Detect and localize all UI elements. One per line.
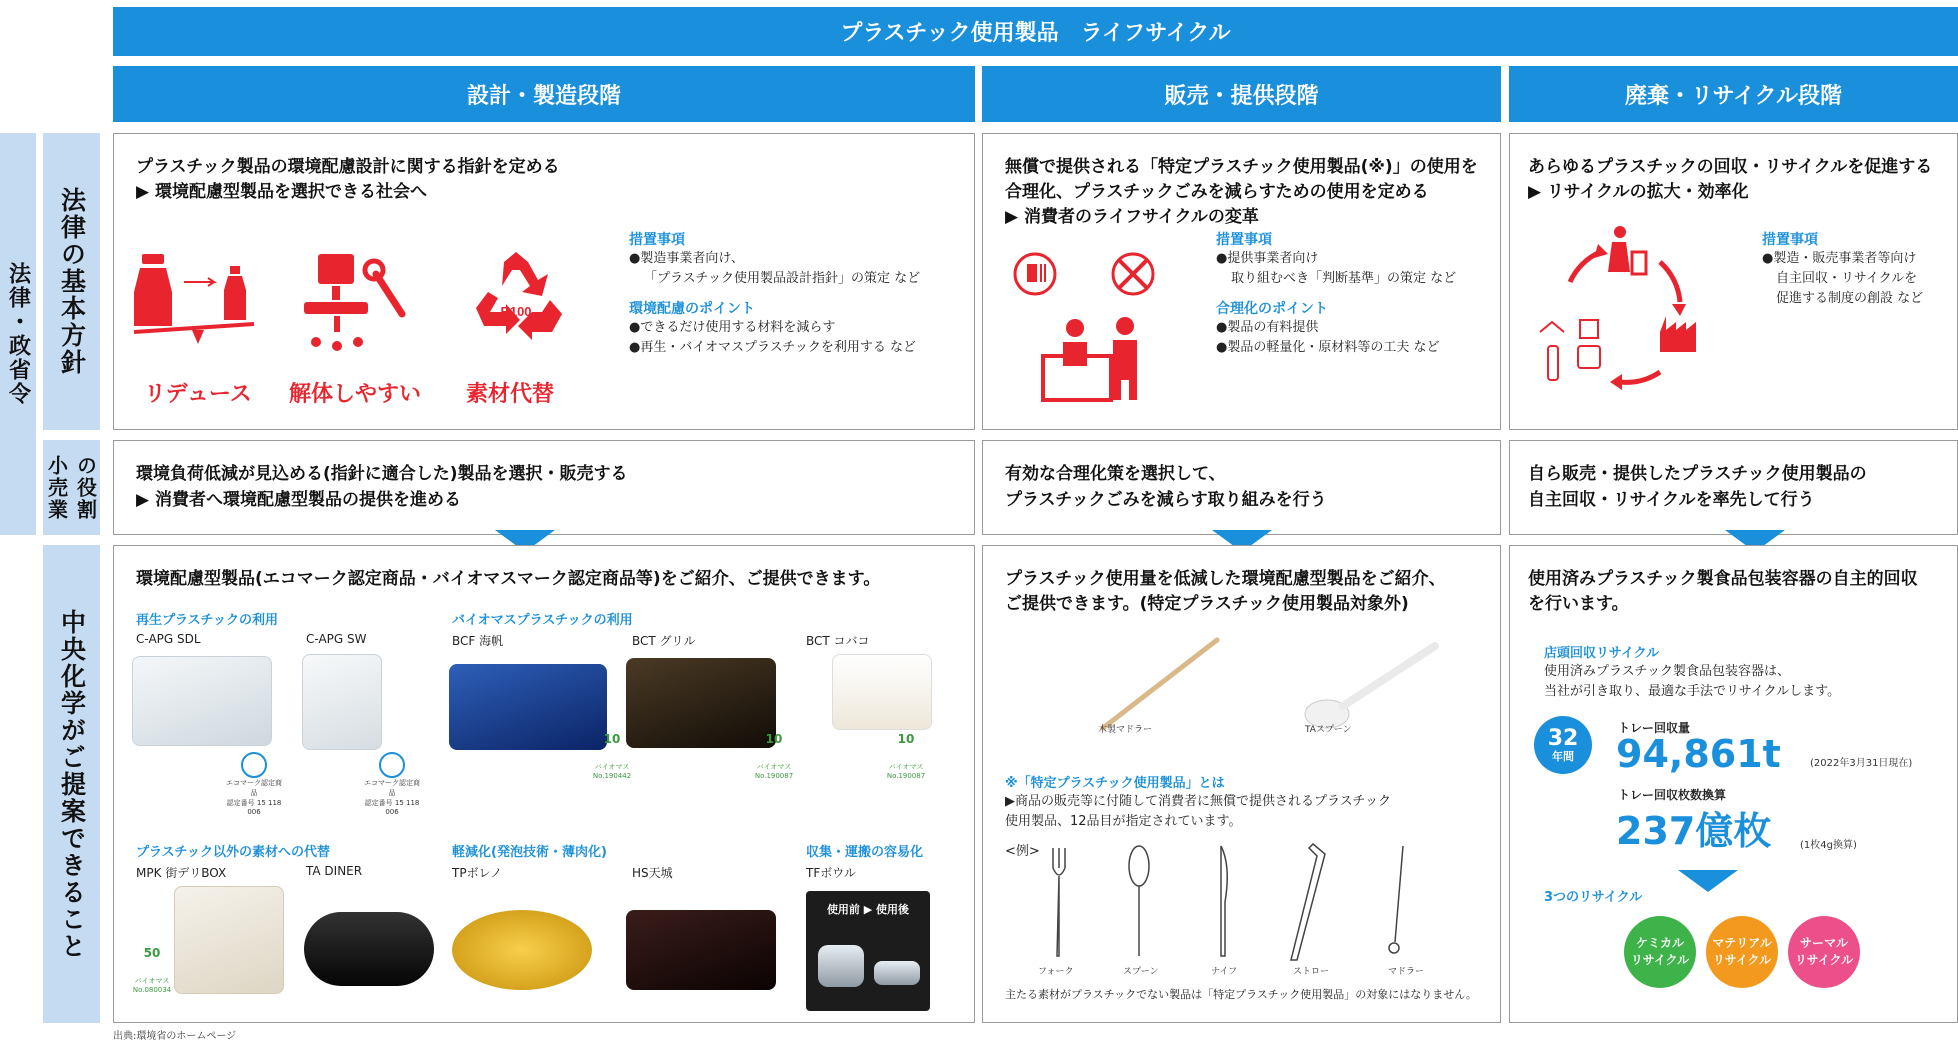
design-retail-panel (113, 440, 975, 535)
product-label: 木製マドラー (1098, 725, 1153, 735)
muddler-icon (1389, 846, 1403, 953)
retail-role-label: 小売業 の役割 (43, 440, 100, 535)
source-note: 出典:環境省のホームページ (113, 1031, 237, 1042)
chemical-recycle-circle: ケミカル リサイクル (1624, 916, 1696, 988)
reduce-label: リデュース (144, 382, 252, 407)
sales-title-1: 無償で提供される「特定プラスチック使用製品(※)」の使用を (1005, 157, 1478, 177)
years-badge: 32 年間 (1534, 716, 1592, 774)
cat-biomass: バイオマスプラスチックの利用 (452, 613, 633, 628)
law-label: 法律・政省令 (0, 133, 36, 535)
sales-measures-head: 措置事項 (1216, 232, 1272, 248)
sales-points-head: 合理化のポイント (1216, 301, 1328, 317)
recycle-measures-head: 措置事項 (1762, 232, 1818, 248)
ecomark-icon (241, 752, 267, 778)
product-label: MPK 街デリBOX (136, 866, 227, 880)
design-measure-2: 「プラスチック使用製品設計指針」の策定 など (644, 271, 921, 286)
note-line-1: ▶商品の販売等に付随して消費者に無償で提供されるプラスチック (1005, 794, 1391, 809)
sales-measure-2: 取り組むべき「判断基準」の策定 など (1231, 271, 1457, 286)
product-image-capg-sw (302, 654, 382, 750)
cat-alt-material: プラスチック以外の素材への代替 (136, 845, 330, 860)
recycle-measure-1: ●製造・販売事業者等向け (1762, 251, 1917, 266)
biomass-leaf-icon: 10 (765, 732, 783, 746)
design-retail-2: ▶ 消費者へ環境配慮型製品の提供を進める (136, 490, 461, 510)
bowl-after (874, 961, 920, 985)
header-title: プラスチック使用製品 ライフサイクル (113, 7, 1958, 56)
material-recycle-circle: マテリアル リサイクル (1706, 916, 1778, 988)
count-note: (1枚4g換算) (1800, 840, 1857, 851)
biomass-mark-1: 10 バイオマス No.190442 (592, 732, 632, 780)
spoon-icon (1129, 846, 1149, 956)
design-measure-1: ●製造事業者向け、 (629, 251, 744, 266)
note-line-2: 使用製品、12品目が指定されています。 (1005, 814, 1242, 829)
example-label: <例> (1005, 844, 1040, 859)
thermal-recycle-circle: サーマル リサイクル (1788, 916, 1860, 988)
recycle-proposal-panel (1509, 545, 1958, 1023)
product-label: TA DINER (306, 864, 363, 878)
product-image-tf-bowl (806, 891, 930, 1011)
ta-spoon-image (1303, 636, 1443, 736)
stage-design: 設計・製造段階 (113, 66, 975, 122)
recycle-title-1: あらゆるプラスチックの回収・リサイクルを促進する (1528, 157, 1933, 177)
sales-retail-2: プラスチックごみを減らす取り組みを行う (1005, 490, 1327, 510)
store-collect-head: 店頭回収リサイクル (1544, 646, 1660, 661)
bowl-before (818, 945, 864, 987)
product-image-ta-diner (304, 912, 434, 986)
down-arrow-three (1678, 870, 1738, 892)
tray-note: (2022年3月31日現在) (1810, 758, 1913, 769)
note-head: ※「特定プラスチック使用製品」とは (1005, 776, 1225, 791)
chuo-label: 中央化学がご提案できること (43, 545, 100, 1023)
count-value: 237億枚 (1616, 809, 1772, 853)
sales-proposal-panel (982, 545, 1501, 1023)
design-title-2: ▶ 環境配慮型製品を選択できる社会へ (136, 182, 427, 202)
store-collect-1: 使用済みプラスチック製食品包装容器は、 (1544, 664, 1790, 679)
product-image-bct-kobako (832, 654, 932, 730)
product-label: TPボレノ (452, 866, 503, 880)
product-image-tp-boreno (452, 910, 592, 990)
product-label: HS天城 (632, 866, 673, 880)
sales-title-3: ▶ 消費者のライフサイクルの変革 (1005, 207, 1259, 227)
tray-label: トレー回収量 (1618, 721, 1691, 735)
recycle-retail-panel (1509, 440, 1958, 535)
recycle-icon (466, 252, 566, 352)
tray-value: 94,861t (1616, 732, 1781, 776)
example-item: フォーク (1038, 967, 1074, 977)
design-measures-head: 措置事項 (629, 232, 685, 248)
ecomark-2: エコマーク認定商品 認定番号 15 118 006 (364, 752, 420, 816)
product-image-capg-sdl (132, 656, 272, 746)
footnote: 主たる素材がプラスチックでない製品は「特定プラスチック使用製品」の対象にはなりません。 (1005, 988, 1477, 1001)
basic-policy-label: 法律の基本方針 (43, 133, 100, 430)
example-item: ストロー (1293, 967, 1330, 977)
sales-proposal-title-2: ご提供できます。(特定プラスチック使用製品対象外) (1005, 594, 1409, 614)
recycle-retail-2: 自主回収・リサイクルを率先して行う (1528, 490, 1815, 510)
design-title-1: プラスチック製品の環境配慮設計に関する指針を定める (136, 157, 560, 177)
biomass-leaf-icon: 10 (603, 732, 621, 746)
before-after-label: 使用前 ▶ 使用後 (826, 903, 910, 916)
product-label: BCT グリル (632, 634, 696, 648)
biomass-mark-3: 10 バイオマス No.190087 (886, 732, 926, 780)
count-label: トレー回収枚数換算 (1618, 788, 1727, 802)
design-point-1: ●できるだけ使用する材料を減らす (629, 320, 836, 335)
recycle-proposal-title-1: 使用済みプラスチック製食品包装容器の自主的回収 (1528, 569, 1918, 589)
product-label: BCT コバコ (806, 634, 870, 648)
recycle-policy-panel (1509, 133, 1958, 430)
knife-icon (1221, 846, 1227, 956)
counter-service-icon (1013, 252, 1173, 402)
sales-retail-panel (982, 440, 1501, 535)
product-label: TAスプーン (1305, 725, 1352, 735)
recycle-title-2: ▶ リサイクルの拡大・効率化 (1528, 182, 1749, 202)
three-recycles-label: 3つのリサイクル (1544, 890, 1643, 905)
straw-icon (1291, 844, 1325, 960)
design-retail-1: 環境負荷低減が見込める(指針に適合した)製品を選択・販売する (136, 464, 628, 484)
sales-policy-panel (982, 133, 1501, 430)
design-points-head: 環境配慮のポイント (629, 301, 755, 317)
biomass-mark-2: 10 バイオマス No.190087 (754, 732, 794, 780)
product-label: TFボウル (806, 866, 856, 880)
sales-proposal-title-1: プラスチック使用量を低減した環境配慮型製品をご紹介、 (1005, 569, 1446, 589)
stage-sales: 販売・提供段階 (982, 66, 1501, 122)
ecomark-icon (379, 752, 405, 778)
reduce-icon (134, 254, 264, 354)
stage-recycle: 廃棄・リサイクル段階 (1509, 66, 1958, 122)
disassemble-icon (294, 254, 414, 354)
product-image-mpk (174, 886, 284, 994)
cat-recycled: 再生プラスチックの利用 (136, 613, 278, 628)
sales-point-1: ●製品の有料提供 (1216, 320, 1319, 335)
design-proposal-title: 環境配慮型製品(エコマーク認定商品・バイオマスマーク認定商品等)をご紹介、ご提供できます。 (136, 569, 881, 589)
sales-measure-1: ●提供事業者向け (1216, 251, 1319, 266)
product-image-hs-amagi (626, 910, 776, 990)
recycle-retail-1: 自ら販売・提供したプラスチック使用製品の (1528, 464, 1867, 484)
sales-point-2: ●製品の軽量化・原材料等の工夫 など (1216, 340, 1440, 355)
sales-retail-1: 有効な合理化策を選択して、 (1005, 464, 1226, 484)
design-point-2: ●再生・バイオマスプラスチックを利用する など (629, 340, 917, 355)
product-label: C-APG SW (306, 632, 367, 646)
wood-muddler-image (1093, 636, 1223, 736)
cat-lightweight: 軽減化(発泡技術・薄肉化) (452, 845, 607, 860)
example-item: スプーン (1123, 967, 1159, 977)
design-proposal-panel (113, 545, 975, 1023)
example-item: ナイフ (1211, 967, 1238, 977)
sales-title-2: 合理化、プラスチックごみを減らすための使用を定める (1005, 182, 1429, 202)
design-policy-panel (113, 133, 975, 430)
product-image-bcf (449, 664, 607, 750)
biomass-leaf-icon: 10 (897, 732, 915, 746)
example-item: マドラー (1388, 967, 1425, 977)
recycle-proposal-title-2: を行います。 (1528, 594, 1629, 614)
product-label: C-APG SDL (136, 632, 201, 646)
product-label: BCF 海帆 (452, 634, 504, 648)
recycle-label: 素材代替 (466, 382, 555, 407)
recycle-cycle-icon (1530, 222, 1700, 392)
biomass-leaf-icon: 50 (143, 946, 161, 960)
disassemble-label: 解体しやすい (289, 382, 422, 407)
biomass-mark-4: 50 バイオマス No.080034 (132, 946, 172, 994)
store-collect-2: 当社が引き取り、最適な手法でリサイクルします。 (1544, 684, 1841, 699)
cat-transport: 収集・運搬の容易化 (806, 845, 924, 860)
ecomark-1: エコマーク認定商品 認定番号 15 118 006 (226, 752, 282, 816)
fork-icon (1053, 848, 1065, 956)
recycle-badge-text: R100 (500, 304, 532, 319)
recycle-measure-2: 自主回収・リサイクルを (1776, 271, 1918, 286)
cutlery-illustrations (1043, 842, 1463, 962)
recycle-measure-3: 促進する制度の創設 など (1776, 291, 1924, 306)
